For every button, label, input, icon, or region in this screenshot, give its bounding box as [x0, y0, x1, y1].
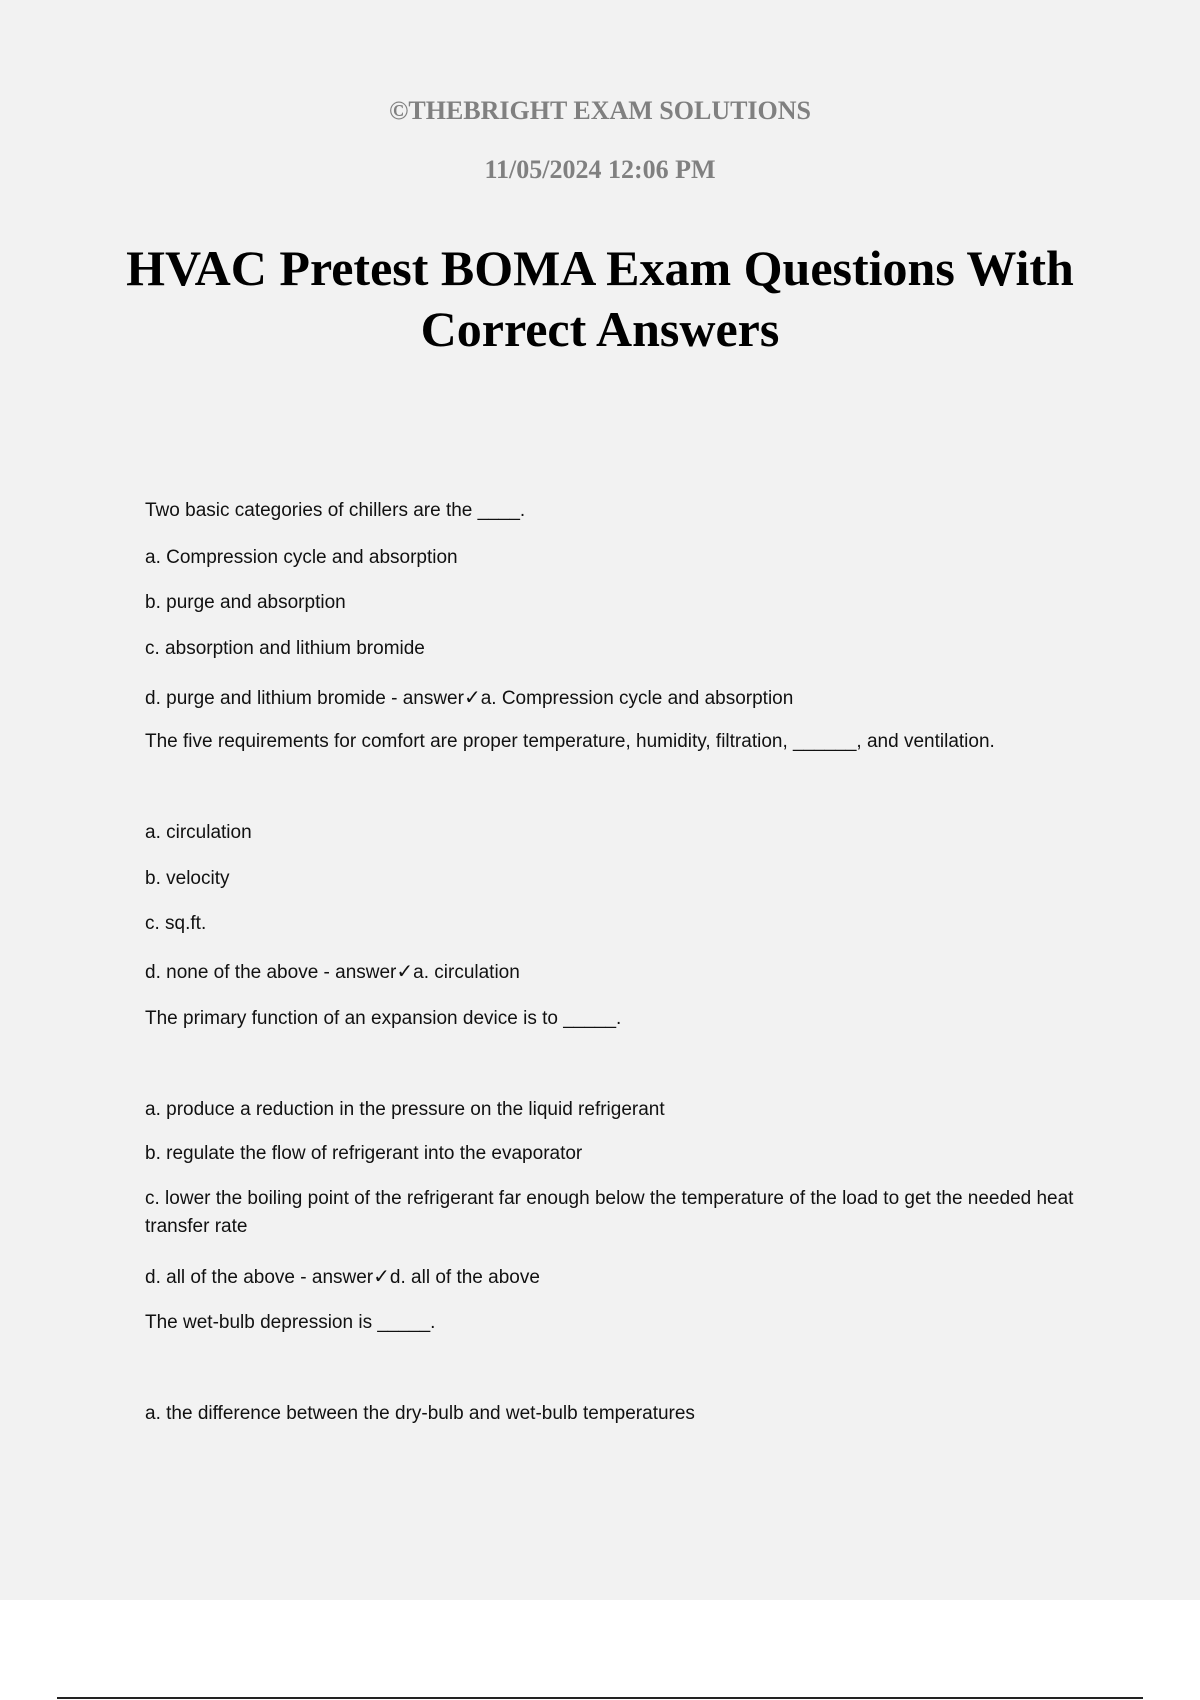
question-2-answer: a. circulation	[413, 962, 520, 983]
question-3-option-d: d. all of the above - answer	[145, 1267, 374, 1288]
question-2-option-d: d. none of the above - answer	[145, 962, 397, 983]
question-3-option-d-answer	[145, 1264, 540, 1289]
question-1: Two basic categories of chillers are the ____.	[145, 500, 526, 521]
checkmark-icon: ✓	[396, 959, 414, 983]
question-3-option-b: b. regulate the flow of refrigerant into the evaporator	[145, 1143, 583, 1164]
document-title	[100, 238, 1100, 360]
question-2-option-b: b. velocity	[145, 868, 230, 889]
question-1-option-d: d. purge and lithium bromide - answer	[145, 688, 464, 709]
question-3-option-c: c. lower the boiling point of the refrigerant far enough below the temperature of the load to get the needed heat transfer rate	[145, 1188, 1074, 1237]
question-4: The wet-bulb depression is _____.	[145, 1312, 436, 1333]
question-2-option-c: c. sq.ft.	[145, 913, 207, 934]
footer-divider	[57, 1697, 1143, 1699]
question-3: The primary function of an expansion device is to _____.	[145, 1008, 622, 1029]
checkmark-icon: ✓	[463, 685, 481, 709]
title-line-2: Correct Answers	[420, 301, 780, 357]
question-1-option-b: b. purge and absorption	[145, 592, 346, 613]
checkmark-icon: ✓	[373, 1264, 390, 1288]
question-2-option-d-answer	[145, 959, 520, 984]
question-1-option-d-answer	[145, 685, 793, 710]
question-1-answer: a. Compression cycle and absorption	[480, 688, 794, 709]
question-2: The five requirements for comfort are proper temperature, humidity, filtration, ______, and ventilation.	[145, 731, 995, 752]
title-line-1: HVAC Pretest BOMA Exam Questions With	[126, 240, 1074, 296]
question-1-option-a: a. Compression cycle and absorption	[145, 547, 458, 568]
question-3-answer: d. all of the above	[389, 1267, 540, 1288]
copyright-notice: ©THEBRIGHT EXAM SOLUTIONS	[388, 96, 812, 125]
question-4-option-a: a. the difference between the dry-bulb and wet-bulb temperatures	[145, 1403, 695, 1424]
question-3-option-a: a. produce a reduction in the pressure on the liquid refrigerant	[145, 1099, 665, 1120]
question-2-option-a: a. circulation	[145, 822, 252, 843]
document-datetime: 11/05/2024 12:06 PM	[484, 155, 716, 184]
question-1-option-c: c. absorption and lithium bromide	[145, 638, 425, 659]
